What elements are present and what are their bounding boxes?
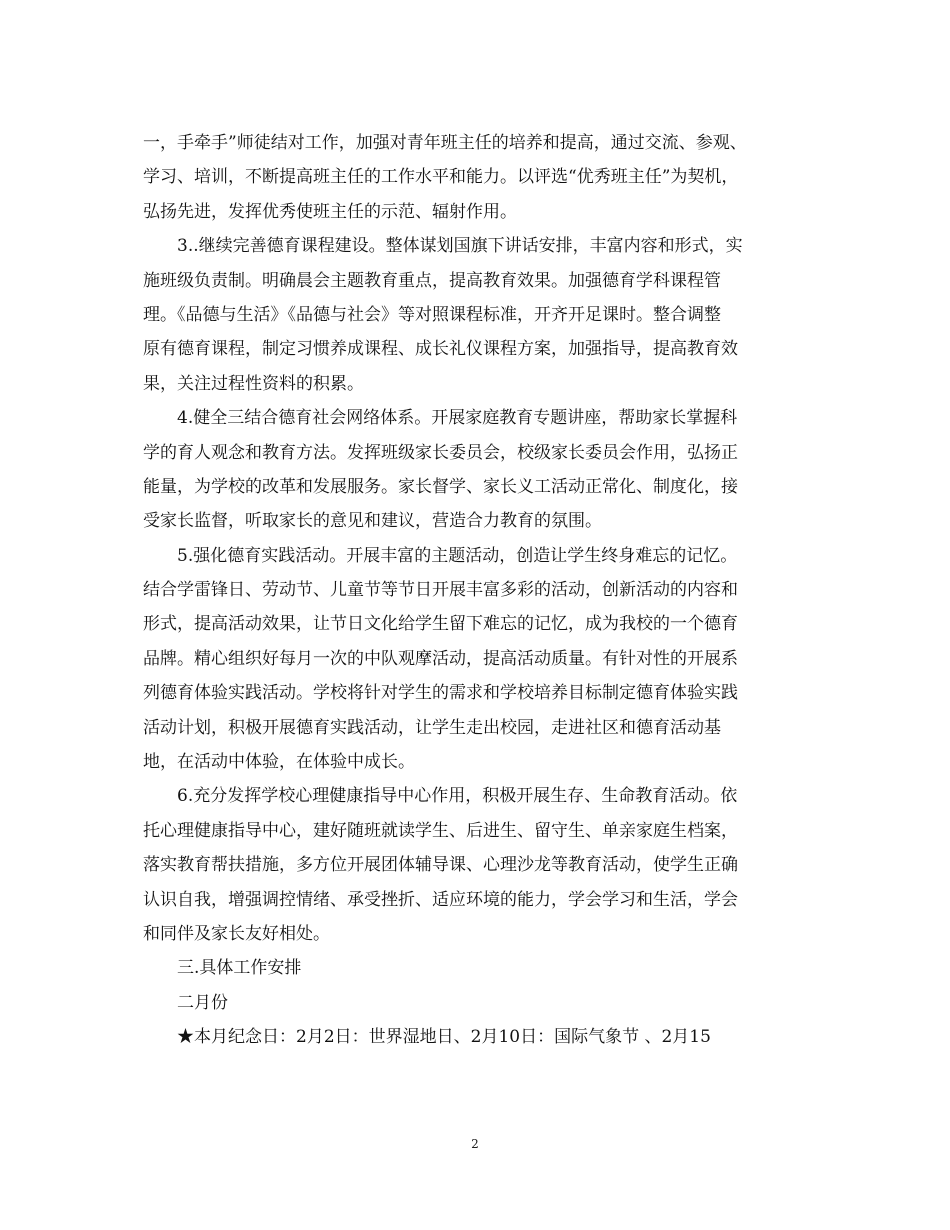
text-line: 能量，为学校的改革和发展服务。家长督学、家长义工活动正常化、制度化，接 <box>143 476 738 497</box>
text-line: 形式，提高活动效果，让节日文化给学生留下难忘的记忆，成为我校的一个德育 <box>143 614 738 635</box>
text-line: 列德育体验实践活动。学校将针对学生的需求和学校培养目标制定德育体验实践 <box>143 683 738 704</box>
text-line: 二月份 <box>177 992 228 1013</box>
text-line: 3..继续完善德育课程建设。整体谋划国旗下讲话安排，丰富内容和形式，实 <box>177 236 743 257</box>
text-line: 和同伴及家长友好相处。 <box>143 923 330 944</box>
text-line: 施班级负责制。明确晨会主题教育重点，提高教育效果。加强德育学科课程管 <box>143 270 721 291</box>
text-line: 结合学雷锋日、劳动节、儿童节等节日开展丰富多彩的活动，创新活动的内容和 <box>143 580 738 601</box>
text-line: 活动计划，积极开展德育实践活动，让学生走出校园，走进社区和德育活动基 <box>143 717 721 738</box>
text-line: 理。《品德与生活》《品德与社会》等对照课程标准，开齐开足课时。整合调整 <box>143 304 721 325</box>
text-line: 地，在活动中体验，在体验中成长。 <box>143 752 415 773</box>
text-line: 4.健全三结合德育社会网络体系。开展家庭教育专题讲座，帮助家长掌握科 <box>177 408 738 429</box>
text-line: 学的育人观念和教育方法。发挥班级家长委员会，校级家长委员会作用，弘扬正 <box>143 442 738 463</box>
text-line: 果，关注过程性资料的积累。 <box>143 373 364 394</box>
text-line: 托心理健康指导中心，建好随班就读学生、后进生、留守生、单亲家庭生档案， <box>143 820 738 841</box>
text-line: 受家长监督，听取家长的意见和建议，营造合力教育的氛围。 <box>143 511 602 532</box>
text-line: 学习、培训，不断提高班主任的工作水平和能力。以评选“优秀班主任”为契机， <box>143 167 739 188</box>
text-line: 6.充分发挥学校心理健康指导中心作用，积极开展生存、生命教育活动。依 <box>177 786 738 807</box>
document-body <box>143 126 807 1055</box>
page-number: 2 <box>471 1137 479 1151</box>
text-line: 原有德育课程，制定习惯养成课程、成长礼仪课程方案，加强指导，提高教育效 <box>143 339 738 360</box>
text-line: 弘扬先进，发挥优秀使班主任的示范、辐射作用。 <box>143 201 517 222</box>
text-line: 5.强化德育实践活动。开展丰富的主题活动，创造让学生终身难忘的记忆。 <box>177 545 738 566</box>
text-line: 落实教育帮扶措施，多方位开展团体辅导课、心理沙龙等教育活动，使学生正确 <box>143 855 738 876</box>
text-line: 一，手牵手”师徒结对工作，加强对青年班主任的培养和提高，通过交流、参观、 <box>143 133 747 153</box>
text-line: 三.具体工作安排 <box>177 958 302 979</box>
text-line: 认识自我，增强调控情绪、承受挫折、适应环境的能力，学会学习和生活，学会 <box>143 889 738 910</box>
text-line: ★本月纪念日：2月2日：世界湿地日、2月10日：国际气象节 、2月15 <box>177 1027 711 1048</box>
text-line: 品牌。精心组织好每月一次的中队观摩活动，提高活动质量。有针对性的开展系 <box>143 648 738 669</box>
